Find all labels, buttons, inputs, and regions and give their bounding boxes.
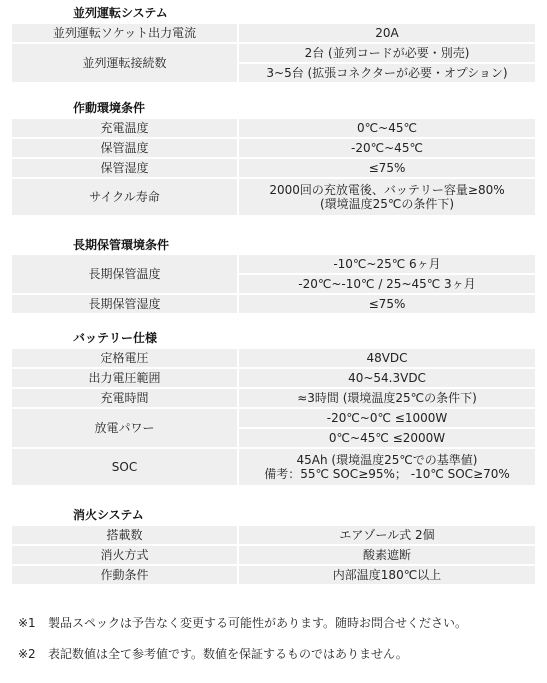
row-label: 長期保管温度 <box>11 254 238 294</box>
row-label: SOC <box>11 448 238 486</box>
row-label: 長期保管湿度 <box>11 294 238 314</box>
row-value: 2台 (並列コードが必要・別売) <box>238 43 536 63</box>
row-value: -20℃~45℃ <box>238 138 536 158</box>
row-label: サイクル寿命 <box>11 178 238 216</box>
spec-table-parallel <box>10 22 537 84</box>
table-row <box>11 565 536 585</box>
table-row <box>11 388 536 408</box>
table-row <box>11 43 536 63</box>
row-label: 充電温度 <box>11 118 238 138</box>
section-title-parallel: 並列運転システム <box>73 6 168 20</box>
spec-table-fire <box>10 524 537 586</box>
table-row <box>11 448 536 486</box>
row-value: ≤75% <box>238 294 536 314</box>
section-title-operating: 作動環境条件 <box>73 101 146 115</box>
footnote-mark: ※2 <box>18 647 36 661</box>
section-title-battery: バッテリー仕様 <box>73 331 158 345</box>
footnote-1 <box>18 614 467 631</box>
row-label: 並列運転接続数 <box>11 43 238 83</box>
table-row <box>11 138 536 158</box>
row-label: 消火方式 <box>11 545 238 565</box>
row-label: 充電時間 <box>11 388 238 408</box>
table-row <box>11 254 536 274</box>
table-row <box>11 118 536 138</box>
row-label: 放電パワー <box>11 408 238 448</box>
table-row <box>11 158 536 178</box>
row-label: 定格電圧 <box>11 348 238 368</box>
row-label: 保管温度 <box>11 138 238 158</box>
row-label: 出力電圧範囲 <box>11 368 238 388</box>
section-title-long-term: 長期保管環境条件 <box>73 238 170 252</box>
row-value: 酸素遮断 <box>238 545 536 565</box>
row-label: 作動条件 <box>11 565 238 585</box>
spec-table-battery <box>10 347 537 487</box>
row-value: -20℃~-10℃ / 25~45℃ 3ヶ月 <box>238 274 536 294</box>
table-row <box>11 525 536 545</box>
table-row <box>11 178 536 216</box>
table-row <box>11 348 536 368</box>
row-value: 2000回の充放電後、バッテリー容量≥80% (環境温度25℃の条件下) <box>238 178 536 216</box>
row-value: 0℃~45℃ ≤2000W <box>238 428 536 448</box>
row-value: 3~5台 (拡張コネクターが必要・オプション) <box>238 63 536 83</box>
row-value: 40~54.3VDC <box>238 368 536 388</box>
row-value: 48VDC <box>238 348 536 368</box>
row-value: -10℃~25℃ 6ヶ月 <box>238 254 536 274</box>
row-value: 45Ah (環境温度25℃での基準値) 備考：55℃ SOC≥95%； -10℃ SOC≥70% <box>238 448 536 486</box>
row-value: ≈3時間 (環境温度25℃の条件下) <box>238 388 536 408</box>
table-row <box>11 408 536 428</box>
row-value: 20A <box>238 23 536 43</box>
row-value: 内部温度180℃以上 <box>238 565 536 585</box>
table-row <box>11 23 536 43</box>
table-row <box>11 545 536 565</box>
table-row <box>11 368 536 388</box>
footnote-text: 製品スペックは予告なく変更する可能性があります。随時お問合せください。 <box>48 616 468 630</box>
row-label: 保管湿度 <box>11 158 238 178</box>
row-label: 搭載数 <box>11 525 238 545</box>
footnote-mark: ※1 <box>18 616 36 630</box>
spec-table-long-term <box>10 253 537 315</box>
row-label: 並列運転ソケット出力電流 <box>11 23 238 43</box>
row-value: 0℃~45℃ <box>238 118 536 138</box>
row-value: -20℃~0℃ ≤1000W <box>238 408 536 428</box>
row-value: ≤75% <box>238 158 536 178</box>
row-value: エアゾール式 2個 <box>238 525 536 545</box>
spec-table-operating <box>10 117 537 217</box>
table-row <box>11 294 536 314</box>
footnote-2 <box>18 645 408 662</box>
footnote-text: 表記数値は全て参考値です。数値を保証するものではありません。 <box>48 647 408 661</box>
section-title-fire: 消火システム <box>73 508 144 522</box>
